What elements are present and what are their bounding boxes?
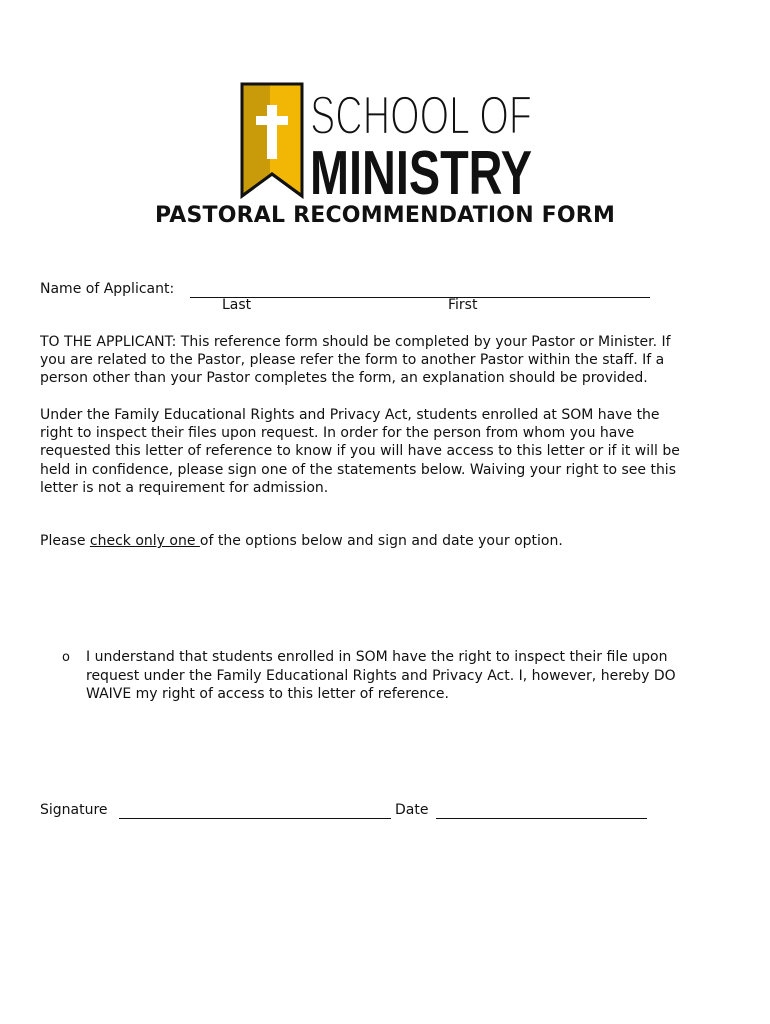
choice-suffix: of the options below and sign and date your option. — [199, 533, 563, 549]
option-line: request under the Family Educational Rights and Privacy Act. I, however, hereby DO — [86, 667, 676, 684]
privacy-line: requested this letter of reference to know if you will have access to this letter or if it will be — [40, 443, 680, 460]
waive-option-text — [86, 648, 676, 704]
logo-line-school-of: SCHOOL OF — [310, 84, 532, 146]
applicant-first-sublabel: First — [448, 297, 478, 313]
instructions-line: person other than your Pastor completes the form, an explanation should be provided. — [40, 370, 648, 387]
privacy-line: right to inspect their files upon request. In order for the person from whom you have — [40, 425, 635, 442]
choice-prefix: Please — [40, 533, 90, 549]
applicant-name-label: Name of Applicant: — [40, 281, 175, 297]
applicant-name-field[interactable] — [190, 279, 650, 298]
instructions-line: TO THE APPLICANT: This reference form should be completed by your Pastor or Minister. If — [40, 334, 671, 350]
option-line: WAIVE my right of access to this letter of reference. — [86, 686, 449, 702]
privacy-line: letter is not a requirement for admission. — [40, 479, 329, 496]
choice-emphasis: check only one — [89, 533, 200, 549]
waive-option-checkbox[interactable]: o — [62, 650, 70, 665]
date-field[interactable] — [436, 801, 647, 819]
applicant-last-sublabel: Last — [222, 297, 252, 313]
instructions-paragraph — [40, 333, 740, 388]
privacy-paragraph — [40, 406, 740, 497]
form-title: PASTORAL RECOMMENDATION FORM — [154, 203, 616, 228]
signature-field[interactable] — [119, 801, 391, 819]
logo-line-ministry: MINISTRY — [310, 139, 532, 208]
date-label: Date — [395, 802, 429, 818]
choice-instruction — [40, 532, 563, 550]
privacy-line: Under the Family Educational Rights and Privacy Act, students enrolled at SOM have the — [40, 407, 660, 423]
school-of-ministry-logo — [240, 82, 540, 208]
privacy-line: held in confidence, please sign one of the statements below. Waiving your right to see this — [40, 461, 676, 478]
signature-label: Signature — [40, 802, 108, 818]
instructions-line: you are related to the Pastor, please refer the form to another Pastor within the staff. If a — [40, 352, 665, 369]
option-line: I understand that students enrolled in SOM have the right to inspect their file upon — [86, 649, 668, 665]
